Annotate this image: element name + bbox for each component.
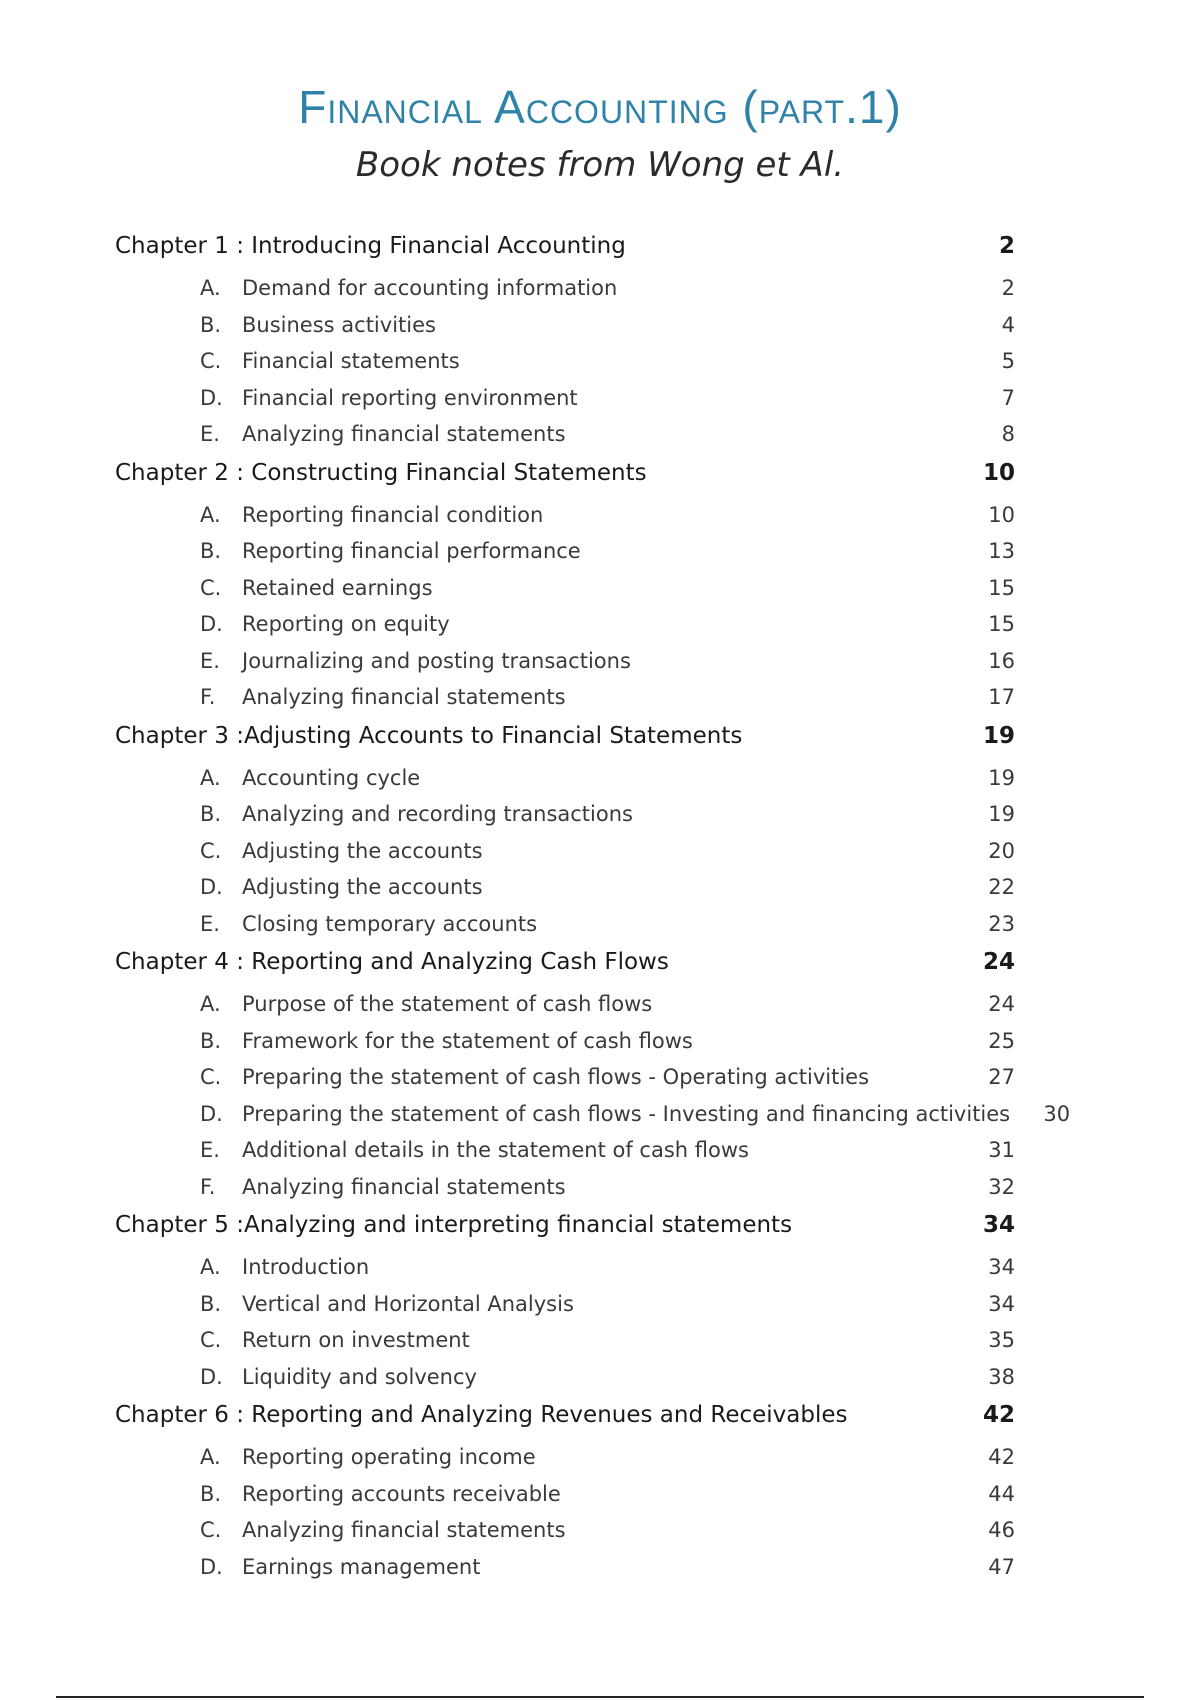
toc-section-letter: C.	[200, 349, 222, 373]
toc-section-letter: A.	[200, 765, 221, 790]
toc-section-letter: C.	[200, 1328, 222, 1352]
toc-section-row[interactable]	[115, 643, 1015, 680]
toc-section-title: Reporting on equity	[242, 612, 450, 636]
toc-section-page: 32	[988, 1174, 1015, 1199]
toc-section-row[interactable]	[115, 986, 1015, 1023]
toc-section-row[interactable]	[115, 1286, 1015, 1323]
toc-chapter-row[interactable]	[115, 942, 1015, 982]
toc-chapter-page: 2	[998, 233, 1015, 259]
toc-section-title: Accounting cycle	[242, 765, 421, 790]
toc-section-page: 5	[1001, 349, 1015, 373]
toc-section-row[interactable]	[115, 906, 1015, 943]
toc-section-title: Vertical and Horizontal Analysis	[242, 1291, 574, 1316]
toc-section-title: Financial statements	[242, 349, 460, 373]
toc-section-row[interactable]	[115, 270, 1015, 307]
toc-chapter-page: 19	[982, 722, 1015, 749]
toc-section-page: 38	[988, 1364, 1015, 1389]
toc-section-letter: B.	[200, 539, 222, 563]
toc-section-page: 31	[988, 1138, 1015, 1162]
toc-section-letter: D.	[200, 1101, 223, 1126]
toc-section-title: Earnings management	[242, 1554, 481, 1579]
toc-section-page: 46	[988, 1518, 1015, 1542]
toc-section-row[interactable]	[115, 1169, 1015, 1206]
toc-section-title: Analyzing financial statements	[242, 685, 566, 709]
toc-section-page: 10	[988, 502, 1015, 527]
toc-section-page: 23	[988, 911, 1015, 936]
toc-chapter-page: 24	[982, 949, 1015, 975]
toc-section-row[interactable]	[115, 1549, 1015, 1586]
toc-section-letter: A.	[200, 992, 221, 1016]
toc-section-title: Liquidity and solvency	[242, 1364, 477, 1389]
toc-section-letter: A.	[200, 502, 221, 527]
toc-section-row[interactable]	[115, 416, 1015, 453]
toc-section-row[interactable]	[115, 1439, 1015, 1476]
toc-section-title: Adjusting the accounts	[242, 838, 483, 863]
toc-section-title: Retained earnings	[242, 575, 433, 600]
toc-section-row[interactable]	[115, 307, 1015, 344]
toc-section-letter: D.	[200, 385, 223, 410]
toc-section-page: 16	[988, 648, 1015, 673]
toc-section-page: 2	[1001, 276, 1015, 300]
toc-section-title: Reporting financial performance	[242, 539, 581, 563]
toc-chapter-title: Chapter 2 : Constructing Financial Statements	[115, 459, 647, 486]
toc-section-title: Demand for accounting information	[242, 276, 618, 300]
toc-section-letter: C.	[200, 1518, 222, 1542]
toc-chapter-title: Chapter 5 :Analyzing and interpreting financial statements	[115, 1212, 793, 1238]
toc-section-title: Preparing the statement of cash flows - Investing and financing activities	[242, 1101, 1011, 1126]
toc-section-page: 4	[1001, 312, 1015, 337]
toc-section-row[interactable]	[115, 1096, 1071, 1133]
toc-section-letter: E.	[200, 1138, 220, 1162]
toc-chapter-row[interactable]	[115, 1395, 1015, 1435]
toc-section-title: Purpose of the statement of cash flows	[242, 992, 653, 1016]
toc-section-page: 27	[988, 1065, 1015, 1089]
toc-chapter-title: Chapter 6 : Reporting and Analyzing Revenues and Receivables	[115, 1402, 848, 1428]
toc-section-title: Analyzing and recording transactions	[242, 802, 633, 826]
toc-chapter-title: Chapter 4 : Reporting and Analyzing Cash Flows	[115, 949, 669, 975]
toc-section-row[interactable]	[115, 1512, 1015, 1549]
toc-section-title: Business activities	[242, 312, 436, 337]
toc-section-title: Financial reporting environment	[242, 385, 578, 410]
toc-section-row[interactable]	[115, 760, 1015, 797]
toc-section-row[interactable]	[115, 1322, 1015, 1359]
toc-section-row[interactable]	[115, 679, 1015, 716]
toc-section-title: Additional details in the statement of cash flows	[242, 1138, 749, 1162]
toc-section-letter: A.	[200, 276, 221, 300]
toc-chapter-page: 42	[982, 1402, 1015, 1428]
toc-section-page: 35	[988, 1328, 1015, 1352]
toc-chapter-title: Chapter 1 : Introducing Financial Accounting	[115, 233, 626, 259]
toc-section-page: 17	[988, 685, 1015, 709]
toc-section-page: 25	[988, 1028, 1015, 1053]
toc-section-letter: B.	[200, 1028, 222, 1053]
toc-section-page: 30	[1043, 1101, 1071, 1126]
table-of-contents	[115, 226, 1071, 1585]
toc-section-page: 15	[988, 575, 1015, 600]
toc-section-title: Analyzing financial statements	[242, 1174, 566, 1199]
toc-section-title: Journalizing and posting transactions	[242, 648, 631, 673]
toc-section-row[interactable]	[115, 869, 1015, 906]
toc-section-row[interactable]	[115, 570, 1015, 607]
toc-section-letter: C.	[200, 575, 222, 600]
document-subtitle: Book notes from Wong et Al.	[355, 145, 845, 185]
footer-divider	[56, 1696, 1144, 1698]
toc-chapter-row[interactable]	[115, 1205, 1015, 1245]
toc-chapter-row[interactable]	[115, 226, 1015, 266]
toc-section-page: 19	[988, 802, 1015, 826]
toc-section-title: Closing temporary accounts	[242, 911, 538, 936]
toc-section-row[interactable]	[115, 796, 1015, 833]
toc-section-row[interactable]	[115, 1059, 1015, 1096]
toc-section-letter: B.	[200, 1481, 222, 1506]
toc-section-letter: C.	[200, 1065, 222, 1089]
toc-section-page: 7	[1001, 385, 1015, 410]
toc-section-title: Introduction	[242, 1255, 370, 1279]
toc-chapter-row[interactable]	[115, 716, 1015, 756]
toc-section-letter: F.	[200, 1174, 216, 1199]
toc-chapter-row[interactable]	[115, 453, 1015, 493]
toc-section-row[interactable]	[115, 833, 1015, 870]
toc-section-letter: E.	[200, 911, 220, 936]
toc-section-title: Reporting operating income	[242, 1445, 536, 1469]
toc-section-title: Reporting accounts receivable	[242, 1481, 561, 1506]
toc-section-row[interactable]	[115, 497, 1015, 534]
toc-section-row[interactable]	[115, 380, 1015, 417]
toc-section-row[interactable]	[115, 606, 1015, 643]
toc-section-page: 34	[988, 1291, 1015, 1316]
toc-section-page: 34	[988, 1255, 1015, 1279]
toc-section-page: 47	[988, 1554, 1015, 1579]
toc-section-page: 8	[1001, 422, 1015, 446]
toc-section-letter: B.	[200, 802, 222, 826]
document-title: Financial Accounting (part.1)	[298, 81, 902, 133]
toc-section-letter: F.	[200, 685, 216, 709]
toc-section-row[interactable]	[115, 343, 1015, 380]
toc-section-letter: D.	[200, 875, 223, 899]
toc-section-letter: E.	[200, 648, 220, 673]
toc-section-row[interactable]	[115, 1476, 1015, 1513]
toc-section-letter: C.	[200, 838, 222, 863]
toc-section-row[interactable]	[115, 1132, 1015, 1169]
toc-section-letter: B.	[200, 312, 222, 337]
toc-section-row[interactable]	[115, 533, 1015, 570]
toc-chapter-page: 34	[982, 1212, 1015, 1238]
toc-section-title: Return on investment	[242, 1328, 470, 1352]
toc-section-letter: D.	[200, 612, 223, 636]
toc-section-page: 15	[988, 612, 1015, 636]
toc-section-page: 24	[988, 992, 1015, 1016]
toc-section-page: 42	[988, 1445, 1015, 1469]
toc-section-page: 44	[988, 1481, 1015, 1506]
toc-section-row[interactable]	[115, 1359, 1015, 1396]
toc-section-title: Analyzing financial statements	[242, 1518, 566, 1542]
toc-chapter-page: 10	[982, 459, 1015, 486]
toc-section-letter: A.	[200, 1255, 221, 1279]
toc-section-title: Preparing the statement of cash flows - Operating activities	[242, 1065, 870, 1089]
toc-section-letter: B.	[200, 1291, 222, 1316]
toc-section-letter: D.	[200, 1554, 223, 1579]
toc-section-letter: A.	[200, 1445, 221, 1469]
toc-section-title: Reporting financial condition	[242, 502, 544, 527]
toc-section-page: 22	[988, 875, 1015, 899]
toc-section-page: 13	[988, 539, 1015, 563]
toc-chapter-title: Chapter 3 :Adjusting Accounts to Financial Statements	[115, 722, 743, 749]
toc-section-row[interactable]	[115, 1249, 1015, 1286]
toc-section-letter: E.	[200, 422, 220, 446]
toc-section-row[interactable]	[115, 1023, 1015, 1060]
toc-section-letter: D.	[200, 1364, 223, 1389]
toc-section-title: Analyzing financial statements	[242, 422, 566, 446]
toc-section-title: Adjusting the accounts	[242, 875, 483, 899]
toc-section-page: 19	[988, 765, 1015, 790]
toc-section-title: Framework for the statement of cash flows	[242, 1028, 693, 1053]
toc-section-page: 20	[988, 838, 1015, 863]
